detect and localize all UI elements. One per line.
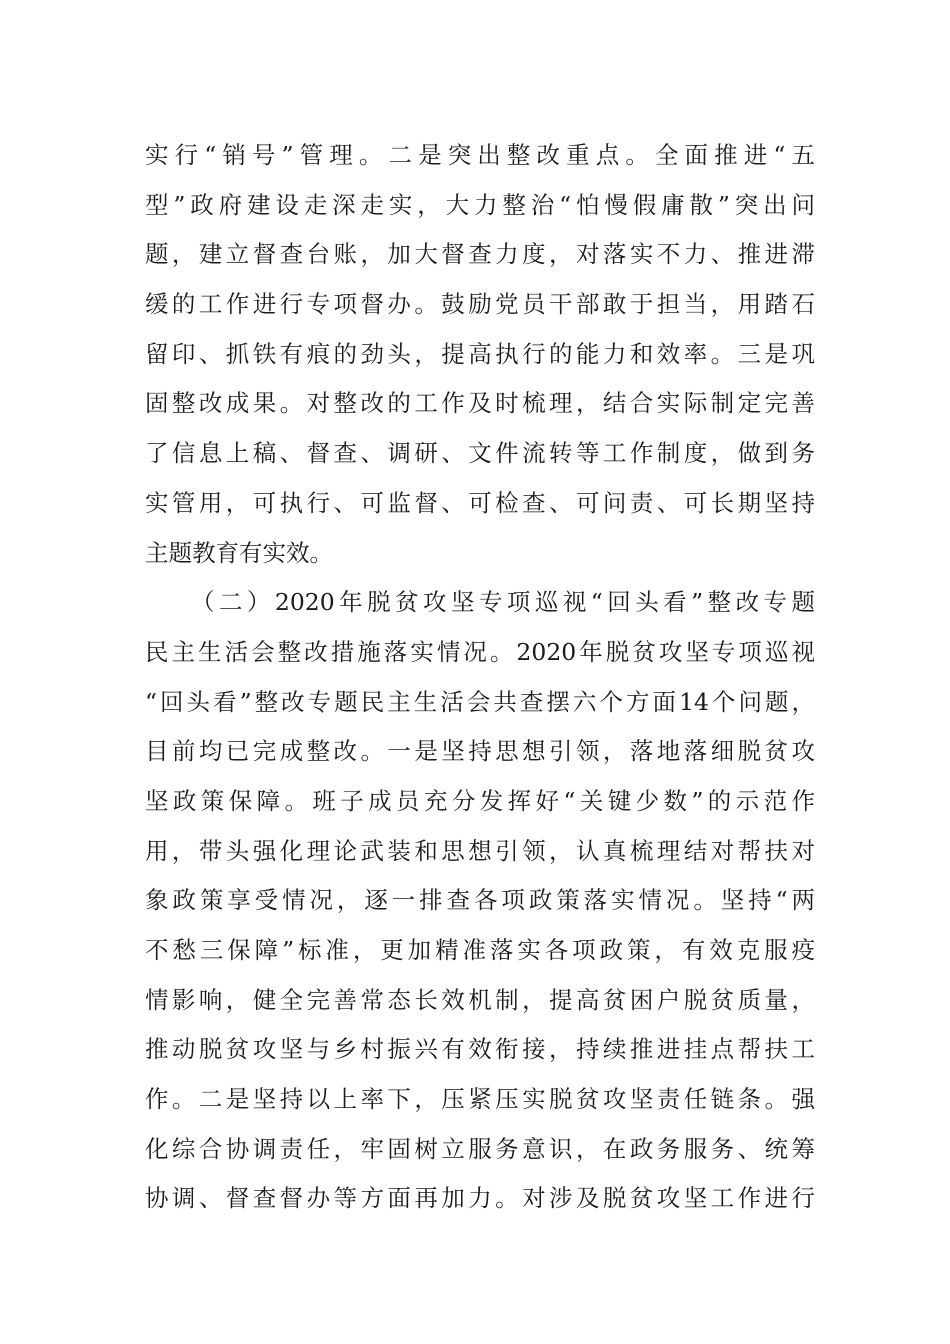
text-line: 固整改成果。对整改的工作及时梳理，结合实际制定完善 [145, 389, 815, 418]
text-line: 了信息上稿、督查、调研、文件流转等工作制度，做到务 [145, 439, 815, 468]
body-text [145, 131, 815, 1224]
text-line: 推动脱贫攻坚与乡村振兴有效衔接，持续推进挂点帮扶工 [145, 1035, 815, 1064]
section-heading-line: （二）2020年脱贫攻坚专项巡视“回头看”整改专题 [191, 588, 815, 617]
text-line: 型”政府建设走深走实，大力整治“怕慢假庸散”突出问 [145, 190, 815, 219]
text-line: 题，建立督查台账，加大督查力度，对落实不力、推进滞 [145, 240, 815, 269]
text-line: 目前均已完成整改。一是坚持思想引领，落地落细脱贫攻 [145, 737, 815, 766]
text-line: 化综合协调责任，牢固树立服务意识，在政务服务、统筹 [145, 1134, 815, 1163]
text-line: 民主生活会整改措施落实情况。2020年脱贫攻坚专项巡视 [145, 637, 815, 666]
text-line: 实管用，可执行、可监督、可检查、可问责、可长期坚持 [145, 488, 815, 517]
text-line: 协调、督查督办等方面再加力。对涉及脱贫攻坚工作进行 [145, 1184, 815, 1213]
text-line: “回头看”整改专题民主生活会共查摆六个方面14个问题， [145, 687, 815, 716]
text-line: 作。二是坚持以上率下，压紧压实脱贫攻坚责任链条。强 [145, 1085, 815, 1114]
text-line: 情影响，健全完善常态长效机制，提高贫困户脱贫质量， [145, 985, 815, 1014]
text-line: 留印、抓铁有痕的劲头，提高执行的能力和效率。三是巩 [145, 339, 815, 368]
text-line: 不愁三保障”标准，更加精准落实各项政策，有效克服疫 [145, 936, 815, 964]
text-line: 用，带头强化理论武装和思想引领，认真梳理结对帮扶对 [145, 836, 815, 865]
text-line: 实行“销号”管理。二是突出整改重点。全面推进“五 [145, 141, 815, 169]
text-line: 缓的工作进行专项督办。鼓励党员干部敢于担当，用踏石 [145, 290, 815, 319]
text-line: 象政策享受情况，逐一排查各项政策落实情况。坚持“两 [145, 886, 815, 915]
text-line: 坚政策保障。班子成员充分发挥好“关键少数”的示范作 [145, 786, 815, 815]
paragraph-end-line: 主题教育有实效。 [145, 538, 333, 567]
